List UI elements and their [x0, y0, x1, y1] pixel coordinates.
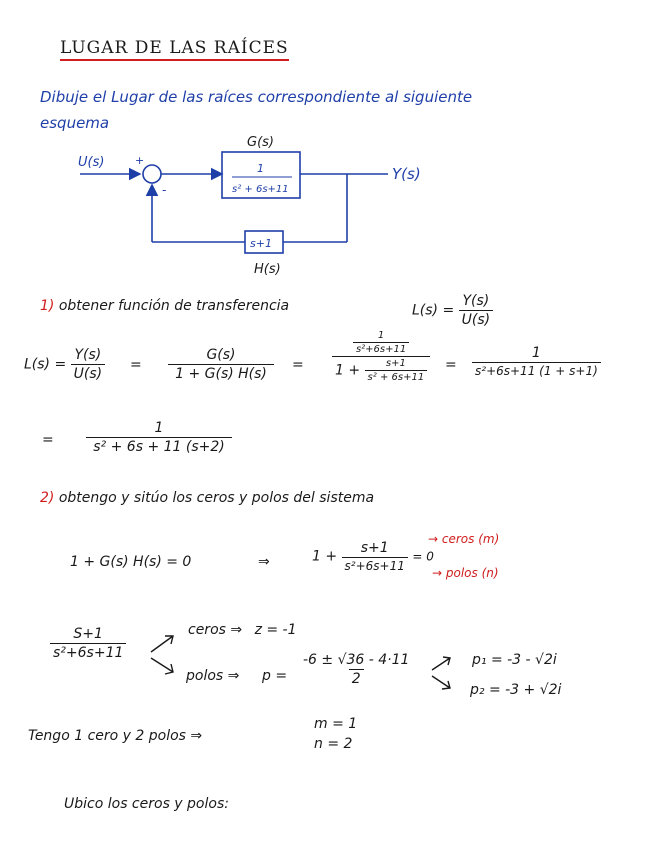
- tf-den: s²+6s+11: [50, 643, 126, 661]
- char-prefix: 1 +: [312, 548, 338, 565]
- deriv-yu-fraction: [71, 347, 105, 382]
- char-den: s²+6s+11: [342, 557, 408, 573]
- deriv-g-fraction: [168, 347, 274, 382]
- plus-sign: +: [135, 154, 145, 167]
- compound-bottom-prefix: 1 +: [335, 362, 361, 379]
- poles-annotation: → polos (n): [432, 566, 499, 580]
- step1-l-definition: [412, 293, 493, 328]
- m-value: m = 1: [314, 716, 358, 732]
- compound-top-num: 1: [377, 330, 385, 341]
- step2-text: obtengo y sitúo los ceros y polos del sistema: [58, 490, 375, 506]
- minus-sign: -: [162, 183, 167, 197]
- zeros-label: ceros ⇒: [188, 622, 243, 638]
- block-diagram: [0, 130, 656, 280]
- eq-sign-2: =: [292, 357, 304, 373]
- branch-arrows: [145, 618, 185, 688]
- poles-label: polos ⇒: [186, 668, 240, 684]
- deriv-compound-fraction: [332, 330, 430, 383]
- result-num: 1: [531, 345, 541, 361]
- zeros-annotation: → ceros (m): [428, 532, 500, 546]
- compound-top-den: s²+6s+11: [353, 342, 409, 355]
- l-fraction: [459, 293, 493, 328]
- final-num: 1: [154, 420, 164, 436]
- step2-number: 2): [40, 490, 55, 506]
- zeros-line: [188, 622, 297, 638]
- pole-2: p₂ = -3 + √2i: [470, 682, 562, 698]
- deriv-result-fraction: [472, 345, 601, 378]
- l-num: Y(s): [462, 293, 490, 309]
- deriv-yu-num: Y(s): [74, 347, 102, 363]
- final-fraction: [86, 420, 232, 455]
- step1-number: 1): [40, 298, 55, 314]
- deriv-g-num: G(s): [206, 347, 236, 363]
- step2-heading: [40, 490, 374, 506]
- compound-bottom-num: s+1: [385, 358, 406, 369]
- implies-arrow-1: ⇒: [258, 554, 270, 570]
- char-equation: 1 + G(s) H(s) = 0: [70, 554, 192, 570]
- zeros-value: z = -1: [254, 622, 297, 638]
- g-label: G(s): [247, 135, 274, 150]
- poles-fraction: [300, 652, 412, 687]
- page-title: LUGAR DE LAS RAÍCES: [60, 38, 289, 61]
- place-text: Ubico los ceros y polos:: [64, 796, 229, 812]
- summing-junction: [143, 165, 161, 183]
- final-den: s² + 6s + 11 (s+2): [86, 437, 232, 455]
- eq-sign-1: =: [130, 357, 142, 373]
- deriv-yu-den: U(s): [71, 364, 105, 382]
- tf-fraction: [50, 626, 126, 661]
- pole-1: p₁ = -3 - √2i: [472, 652, 557, 668]
- char-eq-zero: = 0: [412, 549, 434, 564]
- derivation-lhs: [24, 347, 105, 382]
- tf-num: S+1: [73, 626, 103, 642]
- char-num: s+1: [360, 540, 389, 556]
- intro-line-2: esquema: [40, 114, 110, 132]
- result-den: s²+6s+11 (1 + s+1): [472, 362, 601, 378]
- step1-heading: [40, 298, 289, 314]
- poles-num: -6 ± √36 - 4·11: [303, 652, 410, 668]
- intro-line-1: Dibuje el Lugar de las raíces correspondiente al siguiente: [40, 88, 473, 106]
- final-eq-sign: =: [42, 432, 54, 448]
- deriv-lhs-label: L(s) =: [24, 356, 67, 373]
- count-text: Tengo 1 cero y 2 polos ⇒: [28, 728, 203, 744]
- step1-text: obtener función de transferencia: [58, 298, 290, 314]
- g-denominator: s² + 6s+11: [232, 184, 289, 195]
- output-label: Y(s): [392, 165, 421, 183]
- eq-sign-3: =: [445, 357, 457, 373]
- l-lhs: L(s) =: [412, 302, 455, 319]
- h-label: H(s): [254, 262, 281, 277]
- h-expression: s+1: [250, 237, 272, 250]
- deriv-g-den: 1 + G(s) H(s): [168, 364, 274, 382]
- g-numerator: 1: [257, 162, 264, 175]
- char-fraction-expr: [312, 540, 434, 573]
- input-label: U(s): [78, 155, 105, 170]
- poles-p: p =: [262, 668, 288, 684]
- poles-den: 2: [349, 669, 364, 687]
- compound-bottom-den: s² + 6s+11: [365, 370, 428, 383]
- root-arrows: [428, 648, 468, 698]
- l-den: U(s): [459, 310, 493, 328]
- n-value: n = 2: [314, 736, 353, 752]
